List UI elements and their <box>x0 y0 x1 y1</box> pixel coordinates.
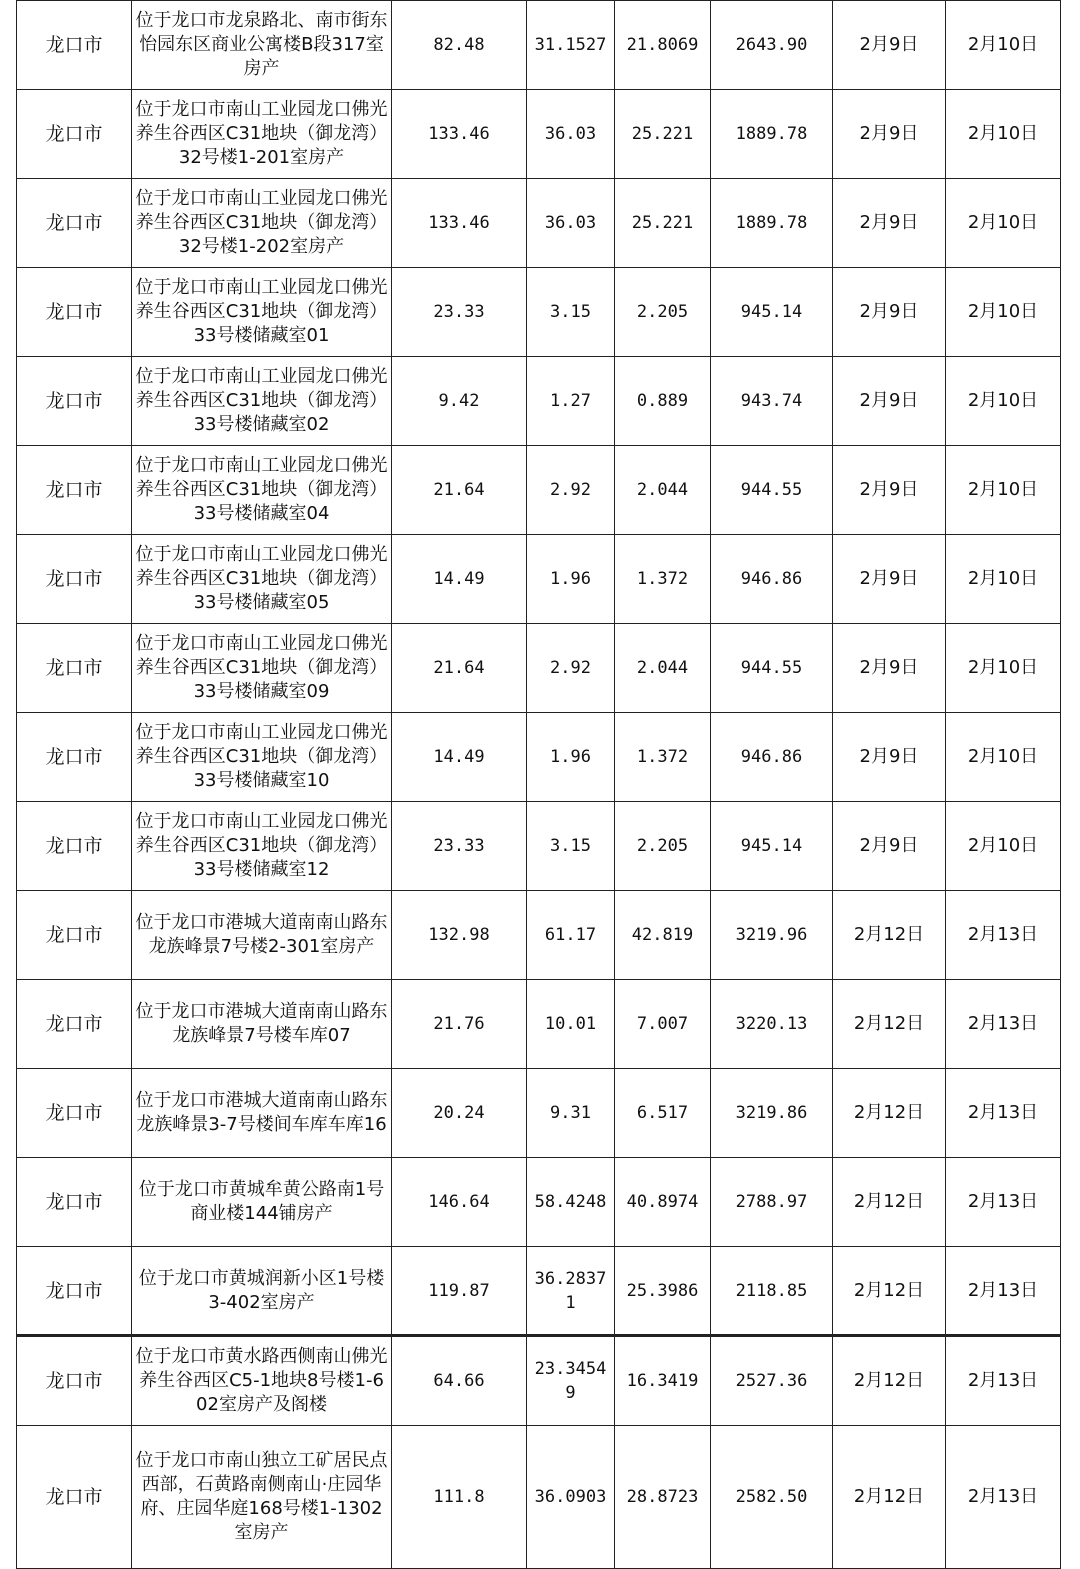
table-row <box>17 535 1061 624</box>
value-1-cell: 58.4248 <box>527 1158 615 1247</box>
table-row <box>17 90 1061 179</box>
table-row <box>17 357 1061 446</box>
table-row <box>17 1 1061 90</box>
start-date-cell: 2月9日 <box>833 624 946 713</box>
unit-price-cell: 2118.85 <box>711 1247 833 1336</box>
area-cell: 21.64 <box>392 446 527 535</box>
value-2-cell: 25.221 <box>615 179 711 268</box>
city-cell: 龙口市 <box>17 90 132 179</box>
unit-price-cell: 2527.36 <box>711 1336 833 1426</box>
value-2-cell: 2.205 <box>615 802 711 891</box>
location-cell: 位于龙口市南山工业园龙口佛光养生谷西区C31地块（御龙湾）33号楼储藏室09 <box>132 624 392 713</box>
location-cell: 位于龙口市南山工业园龙口佛光养生谷西区C31地块（御龙湾）33号楼储藏室02 <box>132 357 392 446</box>
location-cell: 位于龙口市南山工业园龙口佛光养生谷西区C31地块（御龙湾）33号楼储藏室12 <box>132 802 392 891</box>
unit-price-cell: 2582.50 <box>711 1426 833 1569</box>
city-cell: 龙口市 <box>17 268 132 357</box>
start-date-cell: 2月12日 <box>833 1336 946 1426</box>
value-1-cell: 2.92 <box>527 624 615 713</box>
value-1-cell: 36.03 <box>527 179 615 268</box>
start-date-cell: 2月12日 <box>833 1426 946 1569</box>
city-cell: 龙口市 <box>17 1 132 90</box>
start-date-cell: 2月12日 <box>833 1158 946 1247</box>
value-2-cell: 28.8723 <box>615 1426 711 1569</box>
value-1-cell: 1.96 <box>527 713 615 802</box>
start-date-cell: 2月12日 <box>833 1069 946 1158</box>
location-cell: 位于龙口市港城大道南南山路东龙族峰景7号楼2-301室房产 <box>132 891 392 980</box>
value-2-cell: 25.221 <box>615 90 711 179</box>
end-date-cell: 2月13日 <box>946 1069 1061 1158</box>
city-cell: 龙口市 <box>17 802 132 891</box>
value-2-cell: 7.007 <box>615 980 711 1069</box>
value-1-cell: 1.96 <box>527 535 615 624</box>
value-2-cell: 6.517 <box>615 1069 711 1158</box>
location-cell: 位于龙口市港城大道南南山路东龙族峰景3-7号楼间车库车库16 <box>132 1069 392 1158</box>
area-cell: 119.87 <box>392 1247 527 1336</box>
city-cell: 龙口市 <box>17 1426 132 1569</box>
city-cell: 龙口市 <box>17 713 132 802</box>
area-cell: 23.33 <box>392 802 527 891</box>
table-row <box>17 713 1061 802</box>
value-1-cell: 31.1527 <box>527 1 615 90</box>
unit-price-cell: 1889.78 <box>711 90 833 179</box>
area-cell: 146.64 <box>392 1158 527 1247</box>
value-2-cell: 40.8974 <box>615 1158 711 1247</box>
unit-price-cell: 944.55 <box>711 446 833 535</box>
city-cell: 龙口市 <box>17 535 132 624</box>
city-cell: 龙口市 <box>17 357 132 446</box>
location-cell: 位于龙口市南山工业园龙口佛光养生谷西区C31地块（御龙湾）33号楼储藏室01 <box>132 268 392 357</box>
location-cell: 位于龙口市黄城牟黄公路南1号商业楼144铺房产 <box>132 1158 392 1247</box>
end-date-cell: 2月10日 <box>946 357 1061 446</box>
unit-price-cell: 943.74 <box>711 357 833 446</box>
end-date-cell: 2月13日 <box>946 1247 1061 1336</box>
end-date-cell: 2月10日 <box>946 268 1061 357</box>
area-cell: 14.49 <box>392 535 527 624</box>
city-cell: 龙口市 <box>17 980 132 1069</box>
table-body <box>17 1 1061 1569</box>
location-cell: 位于龙口市南山工业园龙口佛光养生谷西区C31地块（御龙湾）32号楼1-201室房产 <box>132 90 392 179</box>
unit-price-cell: 3219.96 <box>711 891 833 980</box>
location-cell: 位于龙口市南山工业园龙口佛光养生谷西区C31地块（御龙湾）33号楼储藏室05 <box>132 535 392 624</box>
value-1-cell: 36.0903 <box>527 1426 615 1569</box>
start-date-cell: 2月9日 <box>833 90 946 179</box>
end-date-cell: 2月10日 <box>946 446 1061 535</box>
end-date-cell: 2月10日 <box>946 1 1061 90</box>
start-date-cell: 2月9日 <box>833 802 946 891</box>
value-2-cell: 16.3419 <box>615 1336 711 1426</box>
value-1-cell: 23.34549 <box>527 1336 615 1426</box>
area-cell: 133.46 <box>392 90 527 179</box>
city-cell: 龙口市 <box>17 1158 132 1247</box>
city-cell: 龙口市 <box>17 179 132 268</box>
city-cell: 龙口市 <box>17 624 132 713</box>
area-cell: 9.42 <box>392 357 527 446</box>
area-cell: 111.8 <box>392 1426 527 1569</box>
end-date-cell: 2月10日 <box>946 90 1061 179</box>
value-2-cell: 2.044 <box>615 446 711 535</box>
area-cell: 20.24 <box>392 1069 527 1158</box>
unit-price-cell: 944.55 <box>711 624 833 713</box>
location-cell: 位于龙口市龙泉路北、南市街东怡园东区商业公寓楼B段317室房产 <box>132 1 392 90</box>
location-cell: 位于龙口市南山工业园龙口佛光养生谷西区C31地块（御龙湾）33号楼储藏室04 <box>132 446 392 535</box>
end-date-cell: 2月10日 <box>946 624 1061 713</box>
end-date-cell: 2月13日 <box>946 980 1061 1069</box>
table-row <box>17 802 1061 891</box>
area-cell: 132.98 <box>392 891 527 980</box>
value-2-cell: 42.819 <box>615 891 711 980</box>
end-date-cell: 2月10日 <box>946 802 1061 891</box>
start-date-cell: 2月12日 <box>833 891 946 980</box>
table-row <box>17 1336 1061 1426</box>
value-1-cell: 1.27 <box>527 357 615 446</box>
value-2-cell: 1.372 <box>615 535 711 624</box>
location-cell: 位于龙口市南山工业园龙口佛光养生谷西区C31地块（御龙湾）32号楼1-202室房产 <box>132 179 392 268</box>
location-cell: 位于龙口市南山工业园龙口佛光养生谷西区C31地块（御龙湾）33号楼储藏室10 <box>132 713 392 802</box>
value-2-cell: 2.205 <box>615 268 711 357</box>
unit-price-cell: 3219.86 <box>711 1069 833 1158</box>
unit-price-cell: 946.86 <box>711 535 833 624</box>
end-date-cell: 2月13日 <box>946 1336 1061 1426</box>
start-date-cell: 2月9日 <box>833 357 946 446</box>
city-cell: 龙口市 <box>17 1247 132 1336</box>
unit-price-cell: 1889.78 <box>711 179 833 268</box>
start-date-cell: 2月9日 <box>833 179 946 268</box>
value-1-cell: 36.03 <box>527 90 615 179</box>
location-cell: 位于龙口市黄水路西侧南山佛光养生谷西区C5-1地块8号楼1-602室房产及阁楼 <box>132 1336 392 1426</box>
value-1-cell: 10.01 <box>527 980 615 1069</box>
area-cell: 23.33 <box>392 268 527 357</box>
end-date-cell: 2月13日 <box>946 1158 1061 1247</box>
area-cell: 21.76 <box>392 980 527 1069</box>
start-date-cell: 2月12日 <box>833 980 946 1069</box>
table-row <box>17 980 1061 1069</box>
location-cell: 位于龙口市港城大道南南山路东龙族峰景7号楼车库07 <box>132 980 392 1069</box>
area-cell: 133.46 <box>392 179 527 268</box>
area-cell: 64.66 <box>392 1336 527 1426</box>
city-cell: 龙口市 <box>17 1069 132 1158</box>
table-row <box>17 1247 1061 1336</box>
value-1-cell: 9.31 <box>527 1069 615 1158</box>
start-date-cell: 2月9日 <box>833 1 946 90</box>
value-2-cell: 1.372 <box>615 713 711 802</box>
end-date-cell: 2月10日 <box>946 179 1061 268</box>
unit-price-cell: 2643.90 <box>711 1 833 90</box>
value-1-cell: 3.15 <box>527 802 615 891</box>
value-2-cell: 0.889 <box>615 357 711 446</box>
table-row <box>17 891 1061 980</box>
value-1-cell: 61.17 <box>527 891 615 980</box>
area-cell: 21.64 <box>392 624 527 713</box>
location-cell: 位于龙口市黄城润新小区1号楼3-402室房产 <box>132 1247 392 1336</box>
unit-price-cell: 946.86 <box>711 713 833 802</box>
end-date-cell: 2月13日 <box>946 1426 1061 1569</box>
start-date-cell: 2月9日 <box>833 535 946 624</box>
value-1-cell: 2.92 <box>527 446 615 535</box>
end-date-cell: 2月10日 <box>946 535 1061 624</box>
start-date-cell: 2月9日 <box>833 713 946 802</box>
unit-price-cell: 2788.97 <box>711 1158 833 1247</box>
area-cell: 14.49 <box>392 713 527 802</box>
start-date-cell: 2月9日 <box>833 446 946 535</box>
value-2-cell: 21.8069 <box>615 1 711 90</box>
table-row <box>17 179 1061 268</box>
start-date-cell: 2月9日 <box>833 268 946 357</box>
value-2-cell: 2.044 <box>615 624 711 713</box>
table-row <box>17 1158 1061 1247</box>
end-date-cell: 2月13日 <box>946 891 1061 980</box>
unit-price-cell: 3220.13 <box>711 980 833 1069</box>
area-cell: 82.48 <box>392 1 527 90</box>
table-row <box>17 624 1061 713</box>
table-row <box>17 1426 1061 1569</box>
property-auction-table <box>16 0 1061 1569</box>
unit-price-cell: 945.14 <box>711 802 833 891</box>
start-date-cell: 2月12日 <box>833 1247 946 1336</box>
value-2-cell: 25.3986 <box>615 1247 711 1336</box>
table-row <box>17 1069 1061 1158</box>
city-cell: 龙口市 <box>17 446 132 535</box>
city-cell: 龙口市 <box>17 891 132 980</box>
table-row <box>17 446 1061 535</box>
table-row <box>17 268 1061 357</box>
value-1-cell: 3.15 <box>527 268 615 357</box>
unit-price-cell: 945.14 <box>711 268 833 357</box>
value-1-cell: 36.28371 <box>527 1247 615 1336</box>
location-cell: 位于龙口市南山独立工矿居民点西部，石黄路南侧南山·庄园华府、庄园华庭168号楼1-1302室房产 <box>132 1426 392 1569</box>
end-date-cell: 2月10日 <box>946 713 1061 802</box>
city-cell: 龙口市 <box>17 1336 132 1426</box>
